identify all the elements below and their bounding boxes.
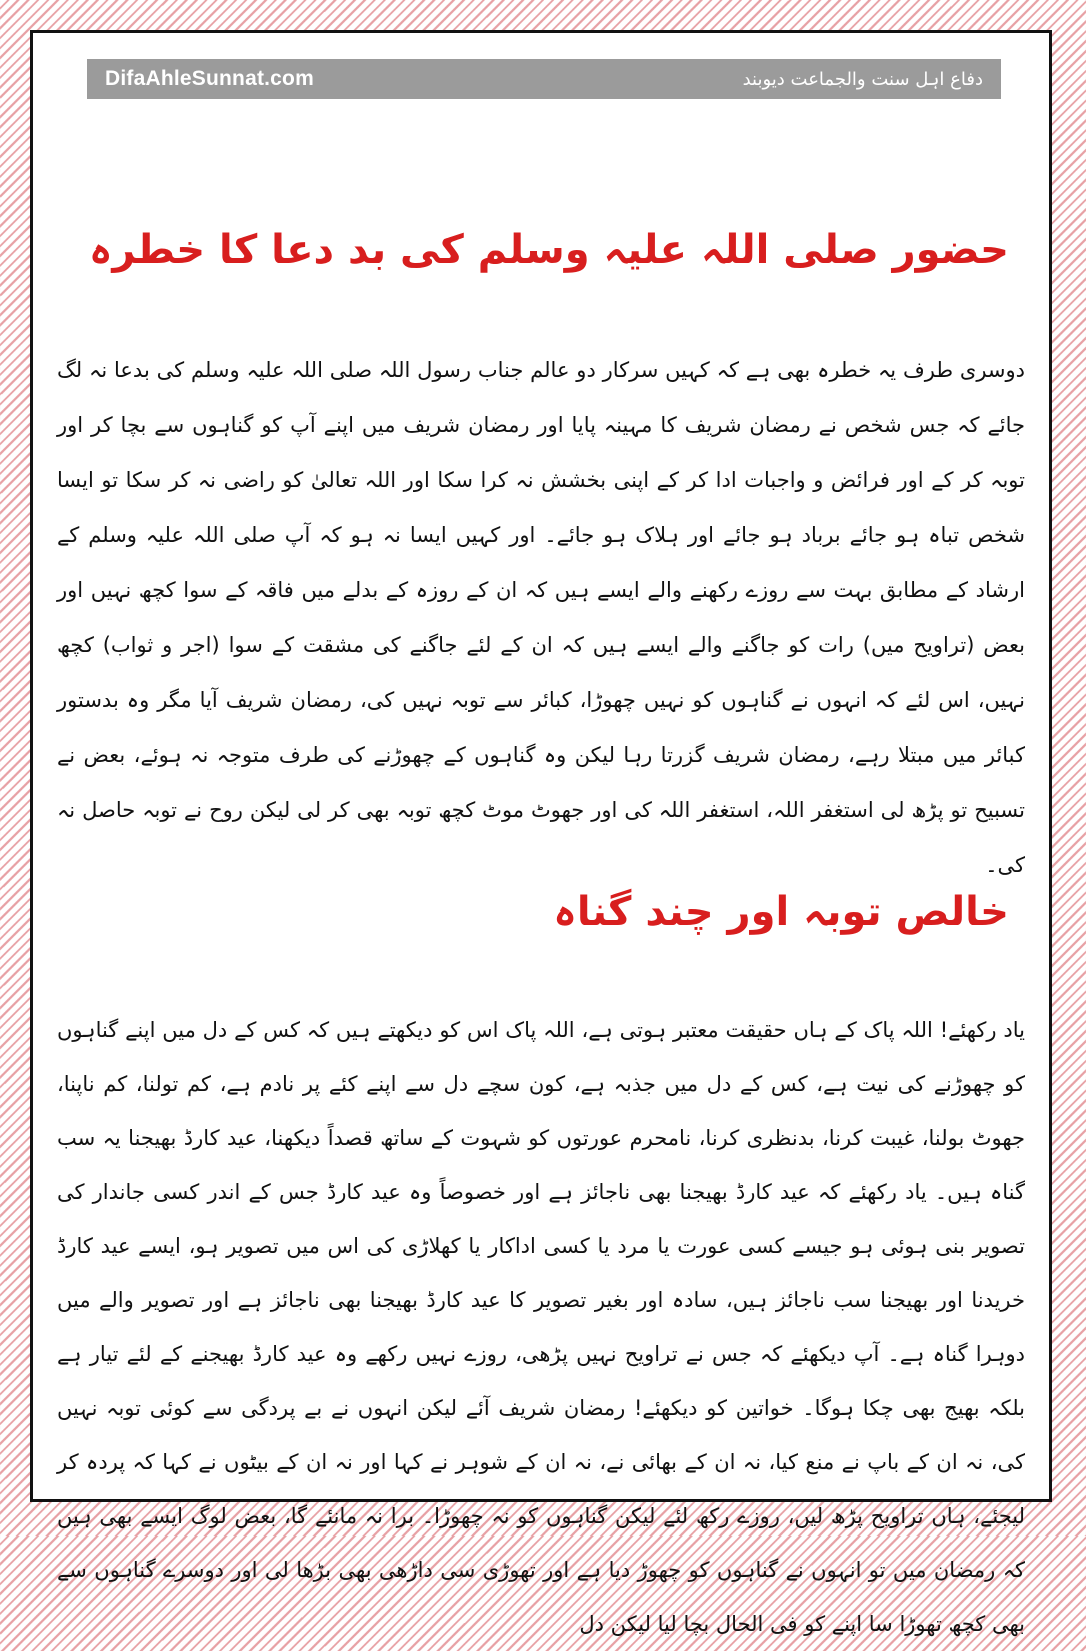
section-heading-curse: حضور صلی اللہ علیہ وسلم کی بد دعا کا خطرہ	[88, 227, 1009, 273]
section-paragraph-curse: دوسری طرف یہ خطرہ بھی ہے کہ کہیں سرکار دو عالم جناب رسول اللہ صلی اللہ علیہ وسلم کی بدعا نہ لگ جائے کہ جس شخص نے رمضان شریف کا مہینہ پایا اور رمضان شریف میں اپنے آپ کو گناہوں سے بچا کر اور توبہ کر کے اور فرائض و واجبات ادا کر کے اپنی بخشش نہ کرا سکا اور اللہ تعالیٰ کو راضی نہ کر سکا تو ایسا شخص تباہ ہو جائے برباد ہو جائے اور ہلاک ہو جائے۔ اور کہیں ایسا نہ ہو کہ آپ صلی اللہ علیہ وسلم کے ارشاد کے مطابق بہت سے روزے رکھنے والے ایسے ہیں کہ ان کے روزہ کے بدلے میں فاقہ کے سوا کچھ نہیں اور بعض (تراویح میں) رات کو جاگنے والے ایسے ہیں کہ ان کے لئے جاگنے کی مشقت کے سوا (اجر و ثواب) کچھ نہیں، اس لئے کہ انہوں نے گناہوں کو نہیں چھوڑا، کبائر سے توبہ نہیں کی، رمضان شریف آیا مگر وہ بدستور کبائر میں مبتلا رہے، رمضان شریف گزرتا رہا لیکن وہ گناہوں کے چھوڑنے کی طرف متوجہ نہ ہوئے، بعض نے تسبیح تو پڑھ لی استغفر اللہ، استغفر اللہ کی اور جھوٹ موٹ کچھ توبہ بھی کر لی لیکن روح نے توبہ حاصل نہ کی۔	[57, 358, 1025, 877]
section-paragraph-repentance: یاد رکھئے! اللہ پاک کے ہاں حقیقت معتبر ہوتی ہے، اللہ پاک اس کو دیکھتے ہیں کہ کس کے دل میں اپنے گناہوں کو چھوڑنے کی نیت ہے، کس کے دل میں جذبہ ہے، کون سچے دل سے اپنے کئے پر نادم ہے، کم تولنا، کم ناپنا، جھوٹ بولنا، غیبت کرنا، بدنظری کرنا، نامحرم عورتوں کو شہوت کے ساتھ قصداً دیکھنا، عید کارڈ بھیجنا یہ سب گناہ ہیں۔ یاد رکھئے کہ عید کارڈ بھیجنا بھی ناجائز ہے اور خصوصاً وہ عید کارڈ جس کے اندر کسی جاندار کی تصویر بنی ہوئی ہو جیسے کسی عورت یا مرد یا کسی اداکار یا کھلاڑی کی اس میں تصویر ہو، ایسے عید کارڈ خریدنا اور بھیجنا سب ناجائز ہیں، سادہ اور بغیر تصویر کا عید کارڈ بھیجنا بھی ناجائز ہے اور تصویر والے میں دوہرا گناہ ہے۔ آپ دیکھئے کہ جس نے تراویح نہیں پڑھی، روزے نہیں رکھے وہ عید کارڈ بھیجنے کے لئے تیار ہے بلکہ بھیج بھی چکا ہوگا۔ خواتین کو دیکھئے! رمضان شریف آئے لیکن انہوں نے بے پردگی سے کوئی توبہ نہیں کی، نہ ان کے باپ نے منع کیا، نہ ان کے بھائی نے، نہ ان کے شوہر نے کہا اور نہ ان کے بیٹوں نے کہا کہ پردہ کر لیجئے، ہاں تراویح پڑھ لیں، روزے رکھ لئے لیکن گناہوں کو نہ چھوڑا۔ برا نہ مانئے گا، بعض لوگ ایسے بھی ہیں کہ رمضان میں تو انہوں نے گناہوں کو چھوڑ دیا ہے اور تھوڑی سی داڑھی بھی بڑھا لی اور دوسرے گناہوں سے بھی کچھ تھوڑا سا اپنے کو فی الحال بچا لیا لیکن دل	[57, 1018, 1025, 1636]
site-header-bar	[87, 59, 1001, 99]
section-heading-repentance: خالص توبہ اور چند گناہ	[553, 889, 1009, 935]
site-name: دفاع اہل سنت والجماعت دیوبند	[742, 68, 983, 90]
site-url: DifaAhleSunnat.com	[105, 67, 314, 90]
document-page	[30, 30, 1052, 1636]
